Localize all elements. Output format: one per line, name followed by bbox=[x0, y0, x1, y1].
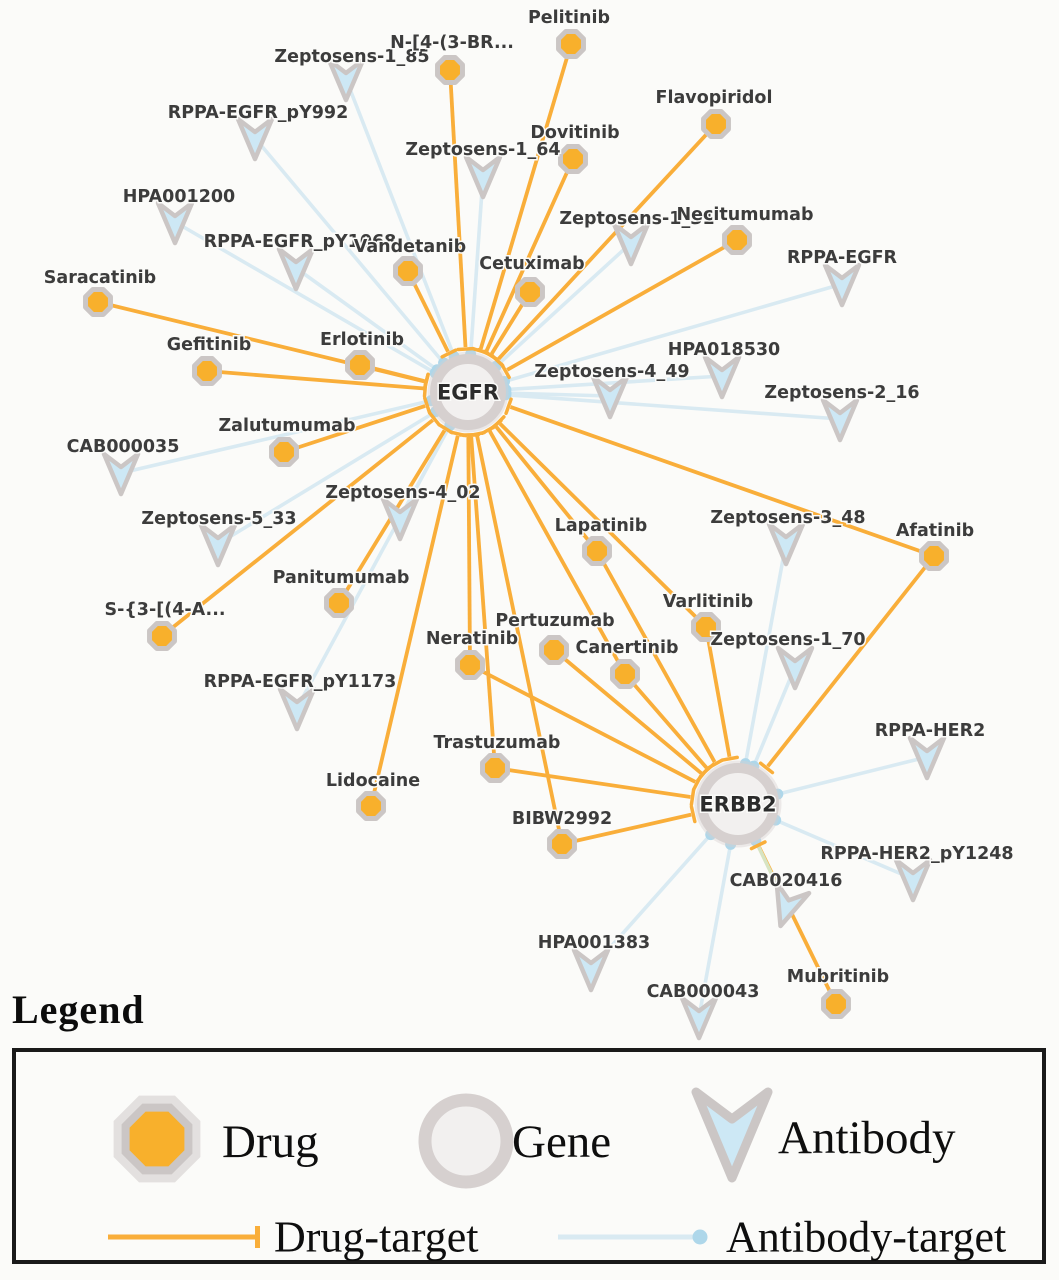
drug-target-edge-icon bbox=[104, 1223, 276, 1251]
drug-octagon-icon bbox=[106, 1088, 208, 1190]
antibody-label-zeptosens-3-48: Zeptosens-3_48 bbox=[710, 508, 866, 529]
drug-node-lidocaine[interactable] bbox=[359, 794, 384, 819]
drug-label-bibw2992: BIBW2992 bbox=[511, 809, 613, 830]
drug-target-tee bbox=[424, 374, 428, 389]
drug-label-erlotinib: Erlotinib bbox=[320, 330, 404, 351]
antibody-node-zeptosens-1-31[interactable] bbox=[614, 224, 648, 264]
antibody-label-hpa018530: HPA018530 bbox=[667, 340, 781, 361]
drug-target-tee bbox=[722, 757, 737, 760]
drug-label-neratinib: Neratinib bbox=[425, 629, 519, 650]
drug-label-lidocaine: Lidocaine bbox=[325, 771, 421, 792]
antibody-node-rppa-egfr[interactable] bbox=[825, 265, 859, 305]
antibody-label-zeptosens-1-31: Zeptosens-1_31 bbox=[559, 209, 715, 230]
drug-target-tee bbox=[691, 807, 694, 822]
drug-label-mubritinib: Mubritinib bbox=[786, 967, 890, 988]
legend-title: Legend bbox=[12, 987, 145, 1032]
drug-node-zalutumumab[interactable] bbox=[272, 440, 297, 465]
antibody-label-rppa-egfr-py1068: RPPA-EGFR_pY1068 bbox=[203, 232, 397, 253]
antibody-label-zeptosens-2-16: Zeptosens-2_16 bbox=[764, 383, 920, 404]
antibody-label-rppa-egfr-py992: RPPA-EGFR_pY992 bbox=[167, 103, 349, 124]
antibody-node-zeptosens-1-70[interactable] bbox=[778, 648, 812, 688]
antibody-node-zeptosens-1-64[interactable] bbox=[466, 157, 500, 197]
drug-label-afatinib: Afatinib bbox=[895, 521, 975, 542]
gene-label-erbb2: ERBB2 bbox=[699, 792, 777, 817]
antibody-label-zeptosens-5-33: Zeptosens-5_33 bbox=[141, 509, 297, 530]
antibody-node-hpa001200[interactable] bbox=[158, 203, 192, 243]
drug-label-flavopiridol: Flavopiridol bbox=[655, 88, 773, 109]
antibody-label-zeptosens-1-85: Zeptosens-1_85 bbox=[274, 47, 430, 68]
drug-label-dovitinib: Dovitinib bbox=[530, 123, 620, 144]
drug-label-canertinib: Canertinib bbox=[575, 638, 679, 659]
drug-node-n-4-3-br[interactable] bbox=[438, 58, 463, 83]
antibody-label-hpa001383: HPA001383 bbox=[537, 933, 651, 954]
drug-node-cetuximab[interactable] bbox=[518, 280, 543, 305]
legend-label-antibody: Antibody bbox=[778, 1112, 956, 1164]
drug-node-bibw2992[interactable] bbox=[550, 832, 575, 857]
antibody-label-rppa-her2-py1248: RPPA-HER2_pY1248 bbox=[820, 844, 1014, 865]
drug-label-gefitinib: Gefitinib bbox=[166, 335, 252, 356]
antibody-label-cab000035: CAB000035 bbox=[66, 437, 180, 458]
antibody-chevron-icon bbox=[684, 1080, 780, 1198]
drug-node-trastuzumab[interactable] bbox=[483, 756, 508, 781]
edge-trastuzumab-erbb2 bbox=[495, 768, 691, 797]
drug-label-zalutumumab: Zalutumumab bbox=[218, 416, 356, 437]
drug-label-pertuzumab: Pertuzumab bbox=[495, 611, 615, 632]
antibody-node-rppa-egfr-py1173[interactable] bbox=[280, 689, 314, 729]
drug-node-canertinib[interactable] bbox=[613, 662, 638, 687]
antibody-label-rppa-egfr: RPPA-EGFR bbox=[786, 248, 898, 269]
antibody-label-cab000043: CAB000043 bbox=[646, 982, 760, 1003]
antibody-label-zeptosens-1-64: Zeptosens-1_64 bbox=[405, 140, 561, 161]
drug-node-pelitinib[interactable] bbox=[559, 32, 584, 57]
drug-node-flavopiridol[interactable] bbox=[704, 112, 729, 137]
drug-node-panitumumab[interactable] bbox=[327, 591, 352, 616]
drug-target-tee bbox=[691, 790, 693, 805]
antibody-label-zeptosens-4-02: Zeptosens-4_02 bbox=[325, 483, 481, 504]
legend-label-antibody-target: Antibody-target bbox=[726, 1212, 1007, 1262]
gene-circle-icon bbox=[410, 1085, 522, 1197]
drug-node-afatinib[interactable] bbox=[922, 544, 947, 569]
drug-node-pertuzumab[interactable] bbox=[542, 638, 567, 663]
drug-target-tee bbox=[469, 433, 484, 436]
antibody-label-rppa-egfr-py1173: RPPA-EGFR_pY1173 bbox=[203, 672, 397, 693]
drug-node-dovitinib[interactable] bbox=[561, 147, 586, 172]
antibody-label-hpa001200: HPA001200 bbox=[122, 187, 236, 208]
drug-node-saracatinib[interactable] bbox=[86, 290, 111, 315]
drug-label-vandetanib: Vandetanib bbox=[353, 237, 467, 258]
drug-label-cetuximab: Cetuximab bbox=[479, 254, 585, 275]
antibody-node-hpa001383[interactable] bbox=[574, 950, 608, 990]
drug-node-necitumumab[interactable] bbox=[725, 228, 750, 253]
drug-label-saracatinib: Saracatinib bbox=[43, 268, 157, 289]
antibody-label-cab020416: CAB020416 bbox=[729, 871, 843, 892]
legend-label-gene: Gene bbox=[512, 1116, 612, 1168]
drug-label-s-3-4-a: S-{3-[(4-A... bbox=[104, 600, 226, 621]
drug-label-necitumumab: Necitumumab bbox=[676, 205, 814, 226]
antibody-target-edge-icon bbox=[554, 1223, 716, 1251]
drug-target-tee bbox=[458, 349, 473, 350]
antibody-label-zeptosens-1-70: Zeptosens-1_70 bbox=[710, 630, 866, 651]
drug-node-lapatinib[interactable] bbox=[585, 539, 610, 564]
legend-label-drug: Drug bbox=[222, 1116, 319, 1168]
drug-label-pelitinib: Pelitinib bbox=[527, 8, 611, 29]
legend-label-drug-target: Drug-target bbox=[274, 1212, 479, 1262]
gene-label-egfr: EGFR bbox=[436, 380, 500, 405]
antibody-node-zeptosens-2-16[interactable] bbox=[823, 400, 857, 440]
drug-node-erlotinib[interactable] bbox=[348, 353, 373, 378]
antibody-node-rppa-egfr-py1068[interactable] bbox=[279, 249, 313, 289]
antibody-node-cab000035[interactable] bbox=[104, 454, 138, 494]
drug-label-varlitinib: Varlitinib bbox=[662, 592, 754, 613]
antibody-node-zeptosens-5-33[interactable] bbox=[201, 525, 235, 565]
drug-label-n-4-3-br: N-[4-(3-BR... bbox=[390, 33, 514, 54]
antibody-node-zeptosens-3-48[interactable] bbox=[769, 524, 803, 564]
drug-node-vandetanib[interactable] bbox=[396, 259, 421, 284]
drug-label-trastuzumab: Trastuzumab bbox=[433, 733, 561, 754]
drug-node-s-3-4-a[interactable] bbox=[150, 624, 175, 649]
drug-label-panitumumab: Panitumumab bbox=[272, 568, 410, 589]
legend-box bbox=[12, 1048, 1046, 1264]
antibody-node-cab000043[interactable] bbox=[682, 998, 716, 1038]
edge-n-4-3-br-egfr bbox=[450, 70, 465, 347]
drug-node-neratinib[interactable] bbox=[458, 653, 483, 678]
drug-node-mubritinib[interactable] bbox=[824, 992, 849, 1017]
antibody-label-zeptosens-4-49: Zeptosens-4_49 bbox=[534, 362, 690, 383]
edge-rppa-her2-erbb2 bbox=[778, 757, 927, 794]
drug-node-gefitinib[interactable] bbox=[195, 359, 220, 384]
drug-label-lapatinib: Lapatinib bbox=[554, 516, 648, 537]
antibody-label-rppa-her2: RPPA-HER2 bbox=[874, 721, 986, 742]
antibody-node-rppa-her2-py1248[interactable] bbox=[896, 860, 930, 900]
antibody-node-rppa-her2[interactable] bbox=[910, 738, 944, 778]
